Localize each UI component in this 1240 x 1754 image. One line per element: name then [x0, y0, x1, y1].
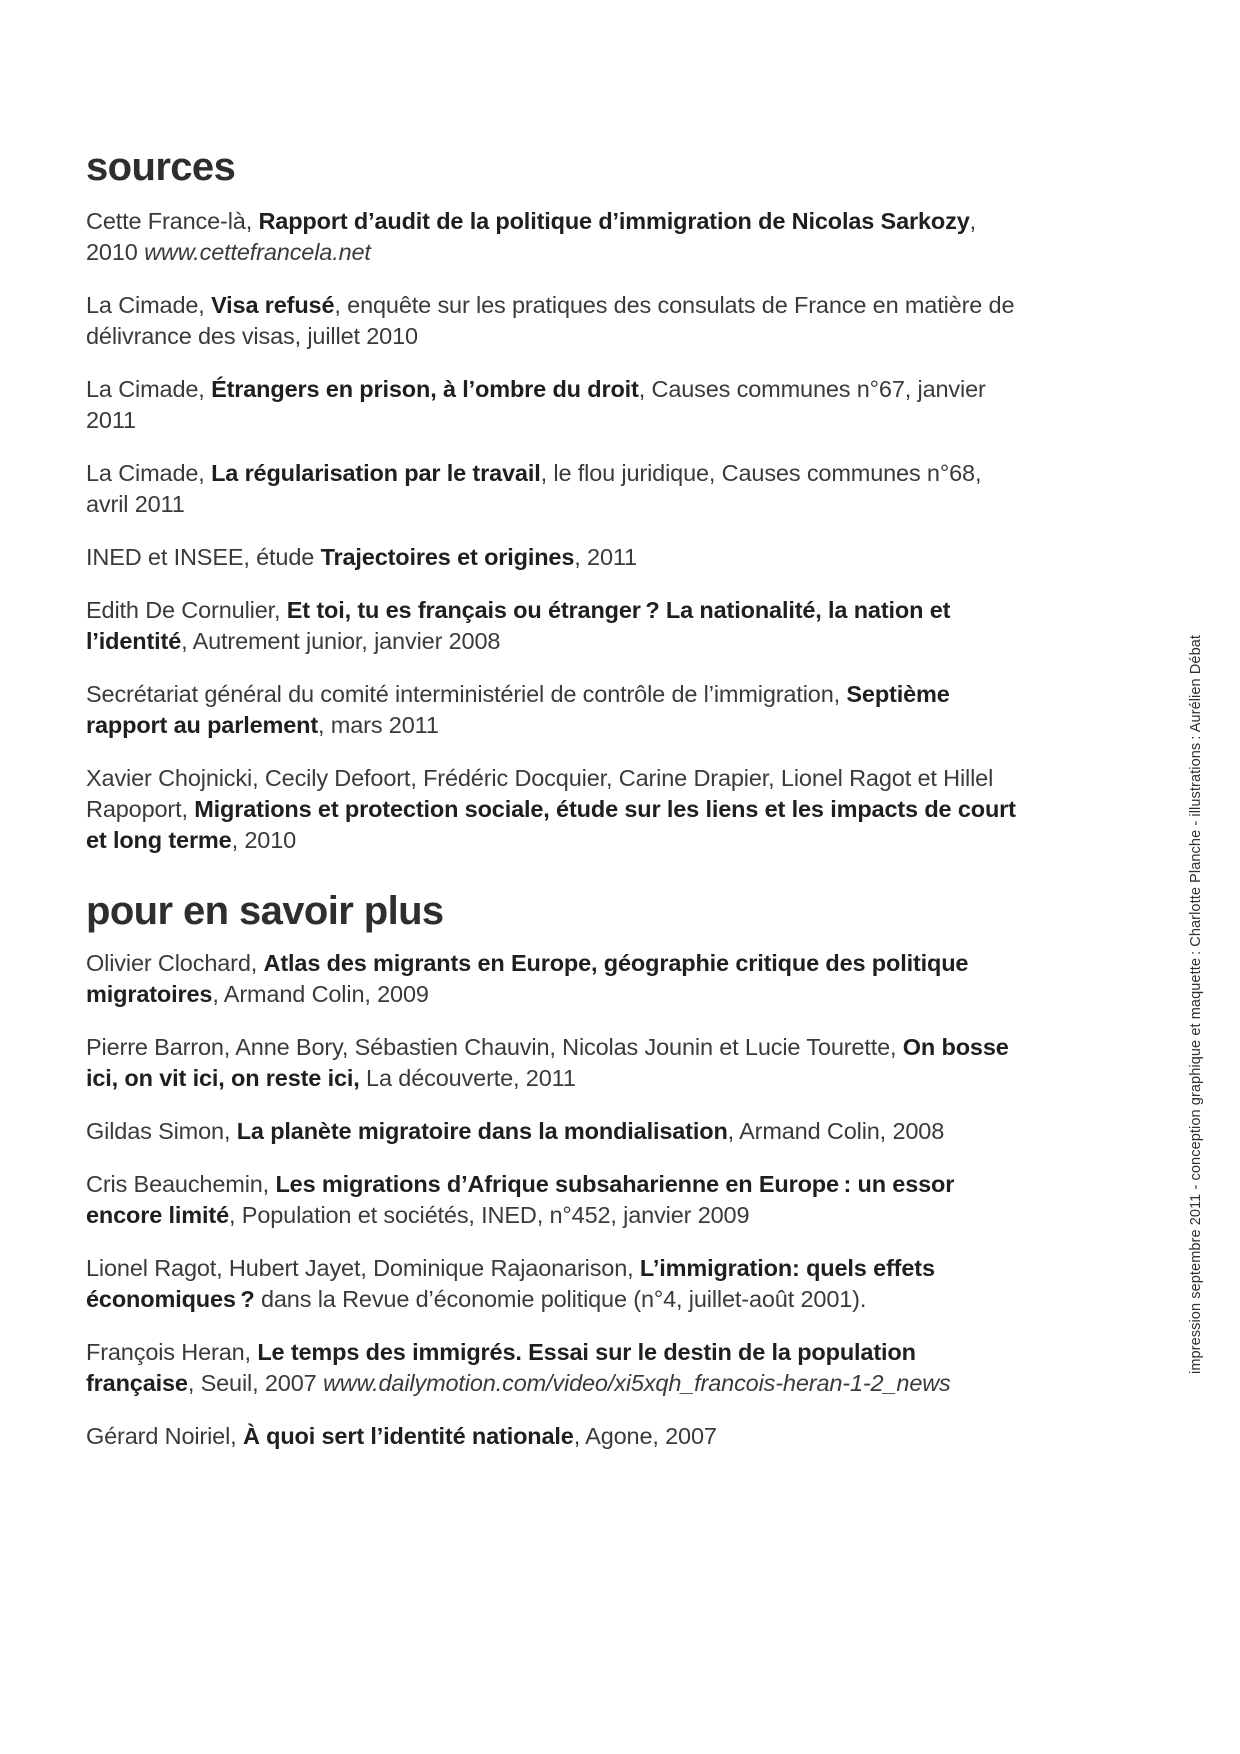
reference-entry	[86, 679, 1021, 741]
reference-text: Cris Beauchemin,	[86, 1171, 276, 1198]
reference-entry	[86, 1337, 1021, 1399]
reference-text: Secrétariat général du comité interministériel de contrôle de l’immigration,	[86, 681, 847, 708]
reference-title: La régularisation par le travail	[211, 460, 541, 487]
reference-entry	[86, 1032, 1021, 1094]
reference-entry	[86, 763, 1021, 856]
reference-text: Olivier Clochard,	[86, 950, 264, 977]
reference-text: La Cimade,	[86, 460, 212, 487]
reference-text: , Armand Colin, 2009	[212, 981, 429, 1008]
reference-entry	[86, 1169, 1021, 1231]
reference-text: Xavier Chojnicki, Cecily Defoort, Frédéric Docquier, Carine Drapier, Lionel Ragot et Hillel Rapoport,	[86, 765, 994, 823]
reference-entry	[86, 595, 1021, 657]
reference-text: , le flou juridique, Causes communes n°68, avril 2011	[86, 460, 982, 518]
reference-title: L’immigration: quels effets économiques ?	[86, 1255, 935, 1313]
reference-title: Le temps des immigrés. Essai sur le destin de la population française	[86, 1339, 916, 1397]
reference-text: Edith De Cornulier,	[86, 597, 287, 624]
reference-text: , Seuil, 2007	[187, 1370, 323, 1397]
reference-entry	[86, 290, 1021, 352]
reference-entry	[86, 948, 1021, 1010]
reference-text: Gildas Simon,	[86, 1118, 237, 1145]
reference-entry	[86, 1116, 1021, 1147]
section-heading-1: pour en savoir plus	[86, 889, 444, 934]
reference-entry	[86, 458, 1021, 520]
reference-text: Gérard Noiriel,	[86, 1423, 243, 1450]
reference-url: www.cettefrancela.net	[144, 239, 371, 266]
reference-text: La Cimade,	[86, 292, 212, 319]
reference-text: , 2011	[574, 544, 637, 571]
reference-text: , 2010	[231, 827, 297, 854]
reference-entry	[86, 1421, 1021, 1452]
reference-title: Étrangers en prison, à l’ombre du droit	[211, 376, 639, 403]
reference-entry	[86, 206, 1021, 268]
reference-text: , Agone, 2007	[573, 1423, 717, 1450]
reference-text: François Heran,	[86, 1339, 258, 1366]
reference-text: Pierre Barron, Anne Bory, Sébastien Chauvin, Nicolas Jounin et Lucie Tourette,	[86, 1034, 903, 1061]
reference-text: INED et INSEE, étude	[86, 544, 321, 571]
reference-title: Trajectoires et origines	[320, 544, 575, 571]
colophon-margin	[1170, 0, 1204, 1754]
reference-text: Cette France-là,	[86, 208, 259, 234]
reference-title: À quoi sert l’identité nationale	[242, 1423, 574, 1450]
reference-title: Rapport d’audit de la politique d’immigration de Nicolas Sarkozy	[258, 208, 970, 234]
reference-title: La planète migratoire dans la mondialisation	[236, 1118, 728, 1145]
reference-text: , enquête sur les pratiques des consulats de France en matière de délivrance des visas, juillet 2010	[86, 292, 1015, 350]
reference-title: Les migrations d’Afrique subsaharienne en Europe : un essor encore limité	[86, 1171, 955, 1229]
colophon-credits: impression septembre 2011 - conception graphique et maquette : Charlotte Planche - illustrations : Aurélien Débat	[1188, 634, 1204, 1374]
reference-text: , Autrement junior, janvier 2008	[181, 628, 501, 655]
references-content	[86, 146, 1021, 1474]
section-heading-0: sources	[86, 145, 236, 189]
reference-text: , Population et sociétés, INED, n°452, janvier 2009	[229, 1202, 750, 1229]
reference-title: On bosse ici, on vit ici, on reste ici,	[86, 1034, 1009, 1092]
reference-title: Visa refusé	[211, 292, 335, 319]
reference-text: , Causes communes n°67, janvier 2011	[86, 376, 986, 434]
reference-entry	[86, 374, 1021, 436]
reference-title: Atlas des migrants en Europe, géographie critique des politique migratoires	[86, 950, 969, 1008]
reference-entry	[86, 542, 1021, 573]
reference-text: , mars 2011	[318, 712, 439, 739]
reference-text: , 2010	[86, 208, 977, 266]
reference-text: dans la Revue d’économie politique (n°4, juillet-août 2001).	[254, 1286, 867, 1313]
reference-url: www.dailymotion.com/video/xi5xqh_francois-heran-1-2_news	[322, 1370, 951, 1397]
reference-text: La Cimade,	[86, 376, 212, 403]
reference-entry	[86, 1253, 1021, 1315]
reference-text: La découverte, 2011	[359, 1065, 576, 1092]
reference-title: Et toi, tu es français ou étranger ? La nationalité, la nation et l’identité	[86, 597, 951, 655]
reference-text: , Armand Colin, 2008	[727, 1118, 945, 1145]
reference-text: Lionel Ragot, Hubert Jayet, Dominique Rajaonarison,	[86, 1255, 640, 1282]
reference-title: Septième rapport au parlement	[86, 681, 950, 739]
reference-title: Migrations et protection sociale, étude sur les liens et les impacts de court et long terme	[86, 796, 1016, 854]
